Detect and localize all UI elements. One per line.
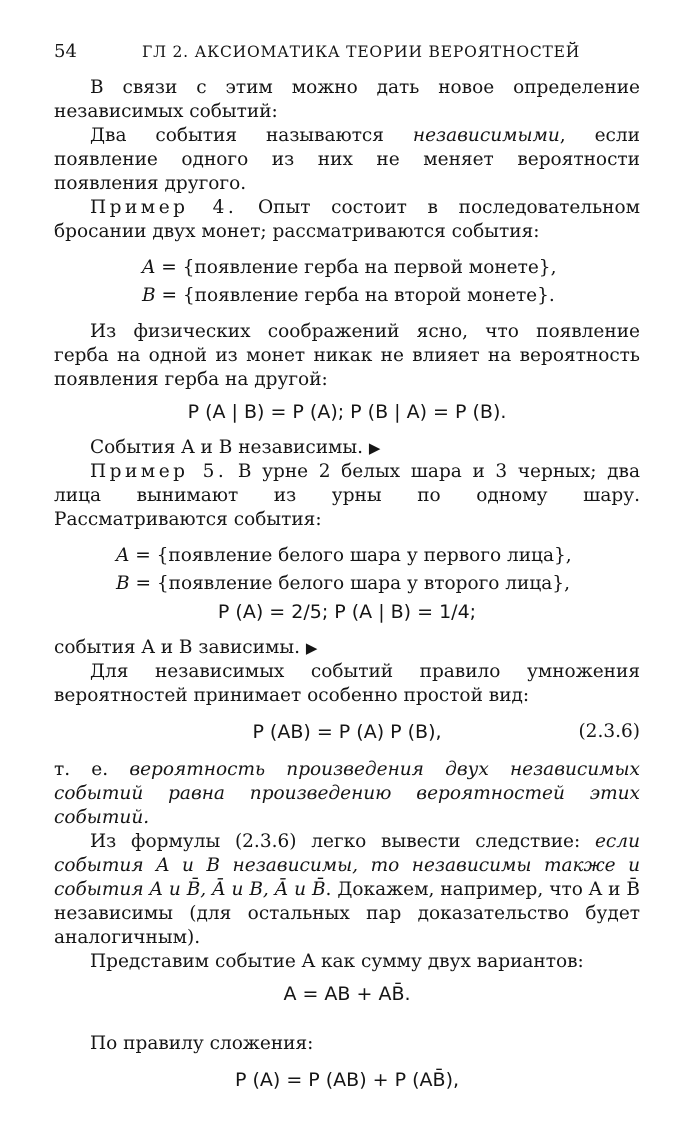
paragraph-corollary: Из формулы (2.3.6) легко вывести следствие: если события A и B независимы, то независимы также и события A и B̄, Ā и B, Ā и B̄. Докажем, например, что A и B̄ независимы (для остальных пар доказательство будет аналогичным). [54,831,640,948]
event-definition: A = {появление белого шара у первого лица}, [116,545,572,566]
event-definition: A = {появление герба на первой монете}, [142,257,557,278]
paragraph-physical: Из физических соображений ясно, что появление герба на одной из монет никак не влияет на вероятность появления герба на другой: [54,321,640,390]
paragraph-conclusion: т. е. вероятность произведения двух независимых событий равна произведению вероятностей этих событий. [54,759,640,828]
paragraph-definition: Два события называются независимыми, если появление одного из них не меняет вероятности появления другого. [54,125,640,194]
paragraph-dependent: события A и B зависимы. ▶ [54,637,318,658]
formula-sum: A = AB + AB̄. [283,983,411,1005]
chapter-title: ГЛ 2. АКСИОМАТИКА ТЕОРИИ ВЕРОЯТНОСТЕЙ [142,43,581,61]
page [54,40,640,1094]
example-4-events [142,254,640,310]
paragraph-intro: В связи с этим можно дать новое определение независимых событий: [54,77,640,122]
formula-conditional: P (A | B) = P (A); P (B | A) = P (B). [187,401,507,423]
event-definition: B = {появление белого шара у второго лица}, [116,573,570,594]
example-5-label: Пример 5. [90,461,228,482]
paragraph-independent: События A и B независимы. ▶ [90,437,381,458]
paragraph-multiplication: Для независимых событий правило умножения вероятностей принимает особенно простой вид: [54,661,640,706]
end-triangle-icon: ▶ [368,439,381,457]
paragraph-addition-rule: По правилу сложения: [90,1033,314,1054]
formula-addition: P (A) = P (AB) + P (AB̄), [234,1069,460,1091]
equation-2-3-6 [54,720,640,744]
equation-number: (2.3.6) [578,721,640,742]
term-independent: независимыми [412,125,560,146]
equation-body: P (AB) = P (A) P (B), [252,721,442,743]
end-triangle-icon: ▶ [305,639,318,657]
page-number: 54 [54,41,77,62]
paragraph-represent: Представим событие A как сумму двух вариантов: [90,951,584,972]
example-4-label: Пример 4. [90,197,238,218]
example-5-events [116,542,640,598]
example-5: Пример 5. В урне 2 белых шара и 3 черных; два лица вынимают из урны по одному шару. Рассматриваются события: [54,461,640,530]
example-4: Пример 4. Опыт состоит в последовательном бросании двух монет; рассматриваются события: [54,197,640,242]
formula-probabilities: P (A) = 2/5; P (A | B) = 1/4; [217,601,477,623]
event-definition: B = {появление герба на второй монете}. [142,285,555,306]
running-header [54,40,640,64]
